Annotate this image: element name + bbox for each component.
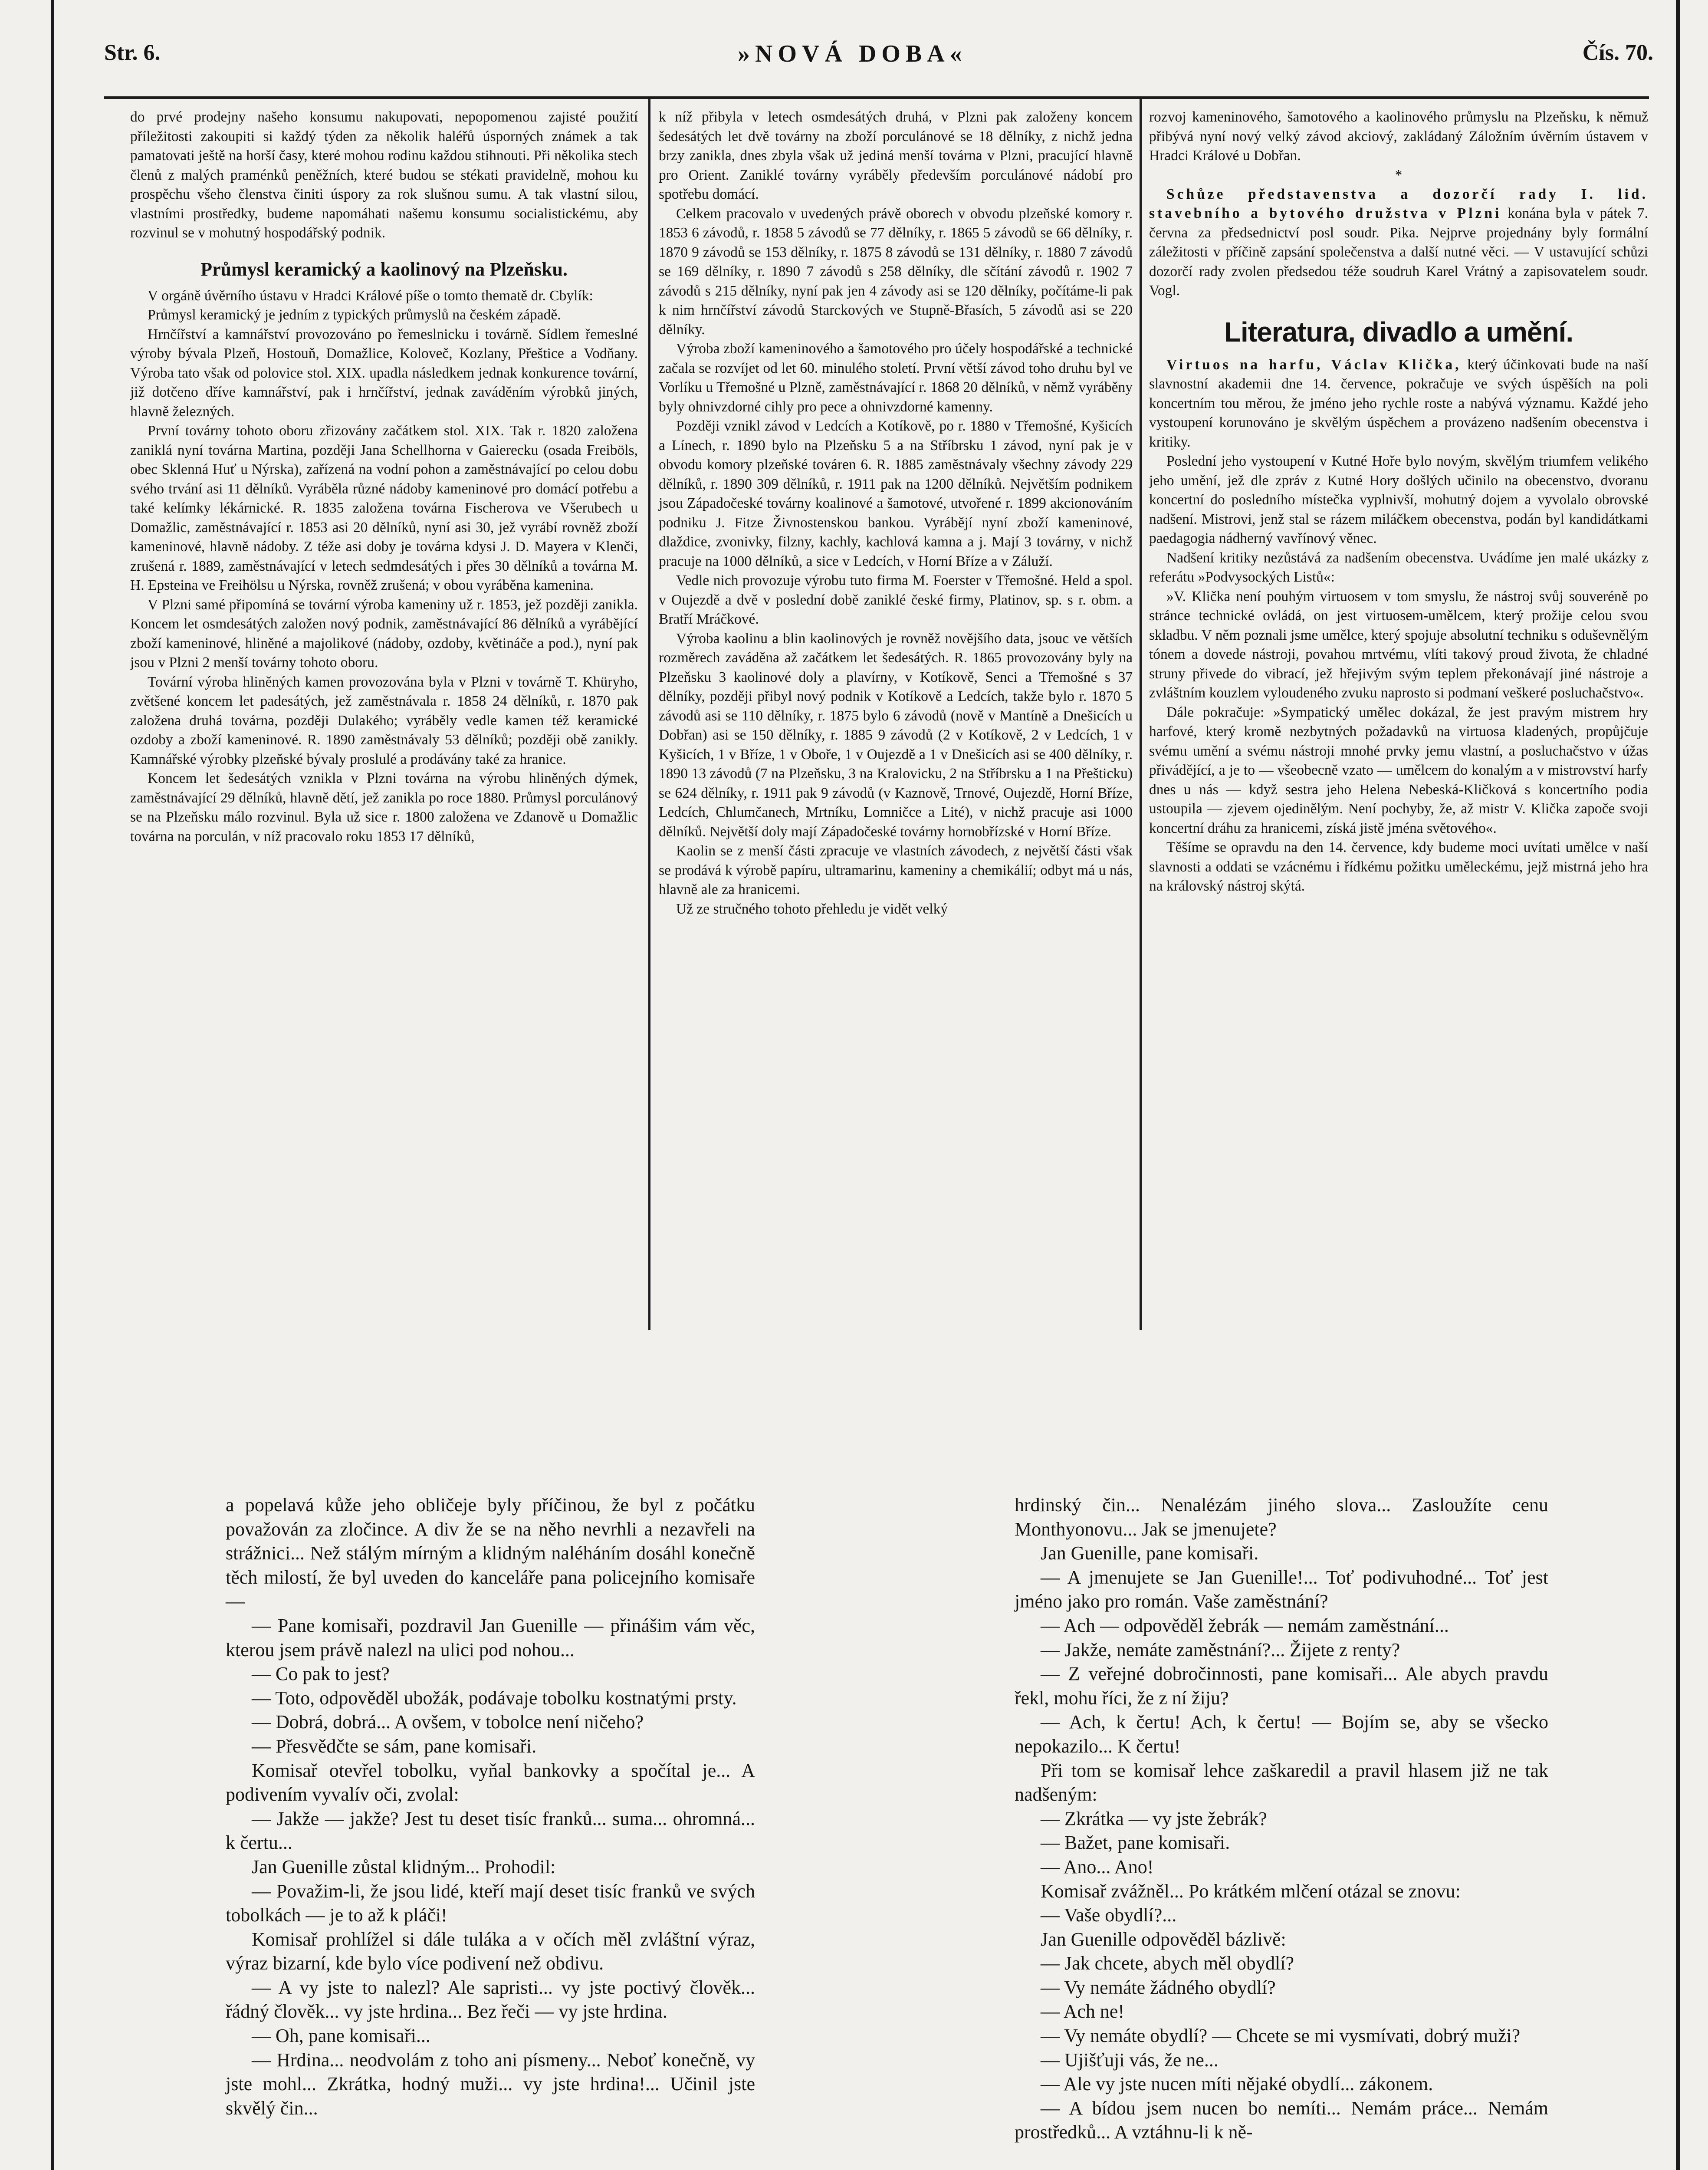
story-line: Jan Guenille zůstal klidným... Prohodil: [252, 1856, 556, 1877]
story-line: Jan Guenille, pane komisaři. [1041, 1542, 1259, 1564]
paragraph: Tovární výroba hliněných kamen provozována byla v Plzni v továrně T. Khüryho, zvětšené koncem let padesátých, jež zaměstnávala r. 1858 24 dělníků, r. 1870 pak založena druhá továrna, později Dulakého; vyráběly vedle kamen též keramické ozdoby a zboží kameninové. R. 1890 zaměstnávaly 53 dělníků; později obě zanikly. Kamnářské výrobky plzeňské bývaly proslulé a prodávány také za hranice. [130, 674, 638, 767]
story-line: — Ujišťuji vás, že ne... [1041, 2049, 1219, 2071]
story-line: a popelavá kůže jeho obličeje byly příčinou, že byl z počátku považován za zločince. A div že se na něho nevrhli a nezavřeli na strážnici... Než stálým mírným a klidným naléháním dosáhl konečně těch milostí, že byl uveden do kanceláře pana policejního komisaře — [226, 1494, 755, 1612]
scan-border-right [1676, 0, 1680, 2170]
story-line: — Pane komisaři, pozdravil Jan Guenille — přinášim vám věc, kterou jsem právě nalezl na ulici pod nohou... [226, 1614, 755, 1660]
story-line: Komisař zvážněl... Po krátkém mlčení otázal se znovu: [1041, 1880, 1461, 1902]
paragraph: Vedle nich provozuje výrobu tuto firma M. Foerster v Třemošné. Held a spol. v Oujezdě a dvě v poslední době zaniklé české firmy, Platinov, sp. s r. obm. a Bratří Mráčkové. [659, 572, 1133, 627]
feuilleton-right-page [1015, 1493, 1548, 2144]
paragraph: V orgáně úvěrního ústavu v Hradci Králové píše o tomto thematě dr. Cbylík: [148, 287, 593, 304]
page-number: Str. 6. [104, 40, 161, 65]
paragraph: k níž přibyla v letech osmdesátých druhá, v Plzni pak založeny koncem šedesátých let dvě továrny na zboží porculánové se 18 dělníky, z nichž jedna brzy zanikla, dnes zbyla však už jediná menší továrna v Plzni, pracující hlavně pro Orient. Zaniklé továrny vyráběly především porculánové nádobí pro spotřebu domácí. [659, 109, 1133, 202]
story-line: — Z veřejné dobročinnosti, pane komisaři... Ale abych pravdu řekl, mohu říci, že z ní žiju? [1015, 1663, 1548, 1709]
paragraph: Průmysl keramický je jedním z typických průmyslů na českém západě. [148, 307, 561, 323]
story-line: Komisař prohlížel si dále tuláka a v očích měl zvláštní výraz, výraz bizarní, kde bylo více podivení než obdivu. [226, 1928, 755, 1974]
column-1 [130, 108, 638, 846]
story-line: — Ano... Ano! [1041, 1856, 1154, 1877]
paragraph: »V. Klička není pouhým virtuosem v tom smyslu, že nástroj svůj souveréně po stránce technické ovládá, on jest virtuosem-umělcem, který prožije celou svou skladbu. V něm poznali jsme umělce, který spojuje absolutní techniku s oduševnělým tónem a dovede nástroji, povahou mrtvému, vlíti takový proud života, že chladné struny přivede do vibrací, jež hřejivým svým teplem překonávají jiné nástroje a zvláštním kouzlem vyloudeného zvuku naprosto si podmaní veškeré posluchačstvo«. [1149, 588, 1648, 701]
header-rule [104, 96, 1649, 99]
story-line: — Zkrátka — vy jste žebrák? [1041, 1808, 1267, 1829]
story-line: — Ach — odpověděl žebrák — nemám zaměstnání... [1041, 1614, 1449, 1636]
story-line: — Jak chcete, abych měl obydlí? [1041, 1953, 1294, 1974]
story-line: Komisař otevřel tobolku, vyňal bankovky a spočítal je... A podivením vyvalív oči, zvolal: [226, 1759, 755, 1805]
column-rule-1 [648, 98, 650, 1330]
article-heading-ceramics: Průmysl keramický a kaolinový na Plzeňsku. [200, 258, 568, 280]
story-line: Jan Guenille odpověděl bázlivě: [1041, 1928, 1286, 1950]
story-line: — Jakže — jakže? Jest tu deset tisíc franků... suma... ohromná... k čertu... [226, 1808, 755, 1854]
column-2 [659, 108, 1133, 919]
story-line: — Co pak to jest? [252, 1663, 390, 1685]
paragraph: Výroba zboží kameninového a šamotového pro účely hospodářské a technické začala se rozvíjet od let 60. minulého století. První větší závod toho druhu byl ve Vorlíku u Třemošné u Plzně, zaměstnávající r. 1868 20 dělníků, v němž vyráběny byly ohnivzdorné cihly pro pece a ohnivzdorné kamenny. [659, 341, 1133, 415]
story-line: — Přesvědčte se sám, pane komisaři. [252, 1735, 537, 1757]
masthead-title: »NOVÁ DOBA« [738, 40, 967, 67]
paragraph [1149, 185, 1648, 301]
story-line: — Ach, k čertu! Ach, k čertu! — Bojím se, aby se všecko nepokazilo... K čertu! [1015, 1711, 1548, 1757]
paragraph: Výroba kaolinu a blin kaolinových je rovněž novějšího data, jsouc ve větších rozměrech zaváděna až začátkem let šedesátých. R. 1865 provozovány byly na Plzeňsku 3 kaolinové doly a plavírny, v Kotíkově, Senci a Třemošné s 37 dělníky, později přibyl nový podnik v Kotíkově a Ledcích, takže bylo r. 1870 5 závodů asi se 110 dělníky, r. 1875 bylo 6 závodů (nově v Mantíně a Dnešicích u Dobřan) asi se 150 dělníky, r. 1885 9 závodů (2 v Kotíkově, 2 v Ledcích, 1 v Kyšicích, 1 v Bříze, 1 v Oboře, 1 v Oujezdě a 1 v Dnešicích asi se 400 dělníky, r. 1890 13 závodů (7 na Plzeňsku, 3 na Kralovicku, 2 na Stříbrsku a 1 na Přešticku) se 624 dělníky, r. 1911 pak 9 závodů (v Kaznově, Trnové, Oujezdě, Horní Bříze, Ledcích, Chlumčanech, Mrtníku, Lomničce a Lité), v nichž pracuje asi 1000 dělníků. Největší doly mají Západočeské továrny hornobřízské v Horní Bříze. [659, 630, 1133, 840]
story-line: Při tom se komisař lehce zaškaredil a pravil hlasem již ne tak nadšeným: [1015, 1759, 1548, 1805]
story-line: — Oh, pane komisaři... [252, 2025, 430, 2047]
section-heading-literature: Literatura, divadlo a umění. [1224, 316, 1573, 348]
paragraph: rozvoj kameninového, šamotového a kaolinového průmyslu na Plzeňsku, k němuž přibývá nyní nový velký závod akciový, zakládaný Záložním úvěrním ústavem v Hradci Králové u Dobřan. [1149, 109, 1648, 164]
story-line: — Považim-li, že jsou lidé, kteří mají deset tisíc franků ve svých tobolkách — je to až k pláči! [226, 1880, 755, 1926]
story-line: — Toto, odpověděl ubožák, podávaje tobolku kostnatými prsty. [252, 1687, 737, 1709]
issue-number: Čís. 70. [1582, 40, 1653, 65]
feuilleton-left-page [226, 1493, 755, 2120]
column-3 [1149, 108, 1648, 896]
notice-lead: Schůze představenstva a dozorčí rady I. lid. stavebního a bytového družstva v Plzni [1149, 186, 1648, 221]
paragraph: Dále pokračuje: »Sympatický umělec dokázal, že jest pravým mistrem hry harfové, který kromě nezbytných požadavků na virtuosa kladených, propůjčuje svému umění a svému nástroji mnohé prvky jemu vlastní, a posluchačstvo v úžas přivádějící, a je to — všeobecně vzato — umělcem do konalým a v mistrovství harfy dnes u nás — když sestra jeho Helena Nebeská-Kličková s koncertního podia ustoupila — zjevem ojedinělým. Není pochyby, že, až mistr V. Klička započe svoji koncertní dráhu za hranicemi, získá jistě jména světového«. [1149, 704, 1648, 836]
story-line: — Vaše obydlí?... [1041, 1904, 1177, 1926]
paragraph: První továrny tohoto oboru zřizovány začátkem stol. XIX. Tak r. 1820 založena zaniklá nyní továrna Martina, později Jana Schellhorna v Gaierecku (osada Freiböls, obec Sklenná Huť u Nýrska), zařízená na vodní pohon a zaměstnávající po celou dobu svého trvání asi 11 dělníků. Vyráběla různé nádoby kameninové pro domácí potřebu a také kelímky lékárnické. R. 1835 založena továrna Fischerova ve Všerubech u Domažlic, zaměstnávající r. 1853 asi 20 dělníků, nyní asi 30, jež vyrábí rovněž zboží kameninové, hlavně nádoby. Z téže asi doby je továrna kdysi J. D. Mayera v Klenči, zrušená r. 1889, zaměstnávající v letech sedmdesátých i přes 30 dělníků a továrna M. H. Epsteina ve Freihölsu u Nýrska, rovněž zrušená; v obou vyráběna kamenina. [130, 423, 638, 593]
paragraph: Celkem pracovalo v uvedených právě oborech v obvodu plzeňské komory r. 1853 6 závodů, r. 1858 5 závodů se 77 dělníky, r. 1865 5 závodů se 66 dělníky, r. 1870 9 závodů se 153 dělníky, r. 1875 8 závodů se 131 dělníky, r. 1880 7 závodů se 169 dělníky, r. 1890 7 závodů s 258 dělníky, dle sčítání závodů r. 1902 7 závodů s 215 dělníky, nyní pak jen 4 závody asi se 120 dělníky, počítáme-li pak k nim hrnčířství závodů Starckových ve Stupně-Břasích, 5 závodů asi se 220 dělníky. [659, 205, 1133, 338]
page-header [104, 40, 1671, 71]
story-line: — Ale vy jste nucen míti nějaké obydlí... zákonem. [1041, 2073, 1433, 2095]
paragraph: Nadšení kritiky nezůstává za nadšením obecenstva. Uvádíme jen malé ukázky z referátu »Podvysockých Listů«: [1149, 549, 1648, 585]
column-rule-2 [1140, 98, 1142, 1330]
paragraph: Poslední jeho vystoupení v Kutné Hoře bylo novým, skvělým triumfem velikého jeho umění, jež dle zpráv z Kutné Hory došlých učinilo na obecenstvo, dvoranu koncertní do posledního místečka vyplnivší, mohutný dojem a vyvolalo obrovské nadšení. Mistrovi, jenž stal se rázem miláčkem obecenstva, podán byl kandidátkami paedagogia nádherný vavřínový věnec. [1149, 453, 1648, 546]
story-line: — Ach ne! [1041, 2001, 1125, 2022]
paragraph: Těšíme se opravdu na den 14. července, kdy budeme moci uvítati umělce v naší slavnosti a oddati se vzácnému i řídkému požitku uměleckému, jejž mistrná jeho hra na královský nástroj skýtá. [1149, 839, 1648, 894]
story-line: — A bídou jsem nucen bo nemíti... Nemám práce... Nemám prostředků... A vztáhnu-li k ně- [1015, 2097, 1548, 2143]
story-line: — Jakže, nemáte zaměstnání?... Žijete z renty? [1041, 1639, 1400, 1660]
scan-border-left [51, 0, 54, 2170]
story-line: — A jmenujete se Jan Guenille!... Toť podivuhodné... Toť jest jméno jako pro román. Vaše zaměstnání? [1015, 1566, 1548, 1612]
paragraph [1149, 355, 1648, 452]
section-separator: * [1395, 167, 1403, 183]
notice-body: konána byla v pátek 7. června za předsednictví posl soudr. Pika. Nejprve projednány byly formální záležitosti v příčině zapsání společenstva a další nutné věci. — V ustavující schůzi dozorčí rady zvolen předsedou téže soudruh Karel Vrátný a zapisovatelem soudr. Vogl. [1149, 205, 1648, 299]
article-lead: Virtuos na harfu, Václav Klička, [1166, 356, 1462, 373]
paragraph: Koncem let šedesátých vznikla v Plzni továrna na výrobu hliněných dýmek, zaměstnávající 29 dělníků, hlavně dětí, jež zanikla po roce 1880. Průmysl porculánový se na Plzeňsku málo rozvinul. Byla už sice r. 1800 založena ve Zdanově u Domažlic továrna na porculán, v níž pracovalo roku 1853 17 dělníků, [130, 770, 638, 845]
story-line: — Vy nemáte žádného obydlí? [1041, 1976, 1276, 1998]
paragraph: Kaolin se z menší části zpracuje ve vlastních závodech, z největší části však se prodává k výrobě papíru, ultramarinu, kameniny a chemikálií; odbyt má u nás, hlavně ale za hranicemi. [659, 843, 1133, 898]
paragraph: Už ze stručného tohoto přehledu je vidět velký [676, 901, 948, 917]
article-body: který účinkovati bude na naší slavnostní akademii dne 14. července, pokračuje ve svých úspěších na poli koncertním tou měrou, že jméno jeho rychle roste a nabývá významu. Každé jeho vystoupení korunováno je skvělým úspěchem a provázeno nadšením obecenstva i kritiky. [1149, 356, 1648, 450]
story-line: — Hrdina... neodvolám z toho ani písmeny... Neboť konečně, vy jste mohl... Zkrátka, hodný muži... vy jste hrdina!... Učinil jste skvělý čin... [226, 2049, 755, 2119]
paragraph: V Plzni samé připomíná se tovární výroba kameniny už r. 1853, jež později zanikla. Koncem let osmdesátých založen nový podnik, zaměstnávající 86 dělníků a vyrábějící zboží kameninové, hliněné a majolikové (nádoby, ozdoby, květináče a pod.), nyní pak jsou v Plzni 2 menší továrny tohoto oboru. [130, 596, 638, 671]
story-line: hrdinský čin... Nenalézám jiného slova... Zasloužíte cenu Monthyonovu... Jak se jmenujete? [1015, 1494, 1548, 1540]
story-line: — Bažet, pane komisaři. [1041, 1832, 1230, 1854]
paragraph: Později vznikl závod v Ledcích a Kotíkově, po r. 1880 v Třemošné, Kyšicích a Línech, r. 1890 bylo na Plzeňsku 5 a na Stříbrsku 1 závod, nyní pak je v obvodu komory plzeňské továren 6. R. 1885 zaměstnávaly všechny závody 229 dělníků, r. 1890 309 dělníků, r. 1911 pak na 1200 dělníků. Největším podnikem jsou Západočeské továrny koalinové a šamotové, utvořené r. 1899 akcionováním podniku J. Fitze Živnostenskou bankou. Vyrábějí nyní zboží kameninové, dlaždice, zvonivky, filzny, kachly, kachlová kamna a j. Mají 3 továrny, v nichž pracuje na 1000 dělníků, a sice v Ledcích, v Horní Bříze a v Záluží. [659, 418, 1133, 569]
story-line: — A vy jste to nalezl? Ale sapristi... vy jste poctivý člověk... řádný člověk... vy jste hrdina... Bez řeči — vy jste hrdina. [226, 1976, 755, 2022]
paragraph: do prvé prodejny našeho konsumu nakupovati, nepopomenou zajisté použití příležitosti zakoupiti si každý týden za několik haléřů úsporných známek a tak pamatovati ještě na horší časy, které mohou rodinu každou stihnouti. Při několika stech členů z malých praménků peněžních, které budou se stékati pravidelně, mohou ku prospěchu všeho členstva činiti úspory za rok slušnou sumu. A tak vlastní silou, vlastními prostředky, budeme napomáhati našemu konsumu socialistickému, aby rozvinul se v mohutný hospodářský podnik. [130, 109, 638, 241]
paragraph: Hrnčířství a kamnářství provozováno po řemeslnicku i továrně. Sídlem řemeslné výroby bývala Plzeň, Hostouň, Domažlice, Koloveč, Kozlany, Přeštice a Vodňany. Výroba tato však od polovice stol. XIX. upadla následkem jednak konkurence tovární, již dotčeno dříve kamnářství, pak i hrnčířství, jednak zaváděním výrobků jiných, hlavně železných. [130, 326, 638, 420]
story-line: — Dobrá, dobrá... A ovšem, v tobolce není ničeho? [252, 1711, 644, 1733]
story-line: — Vy nemáte obydlí? — Chcete se mi vysmívati, dobrý muži? [1041, 2025, 1521, 2047]
